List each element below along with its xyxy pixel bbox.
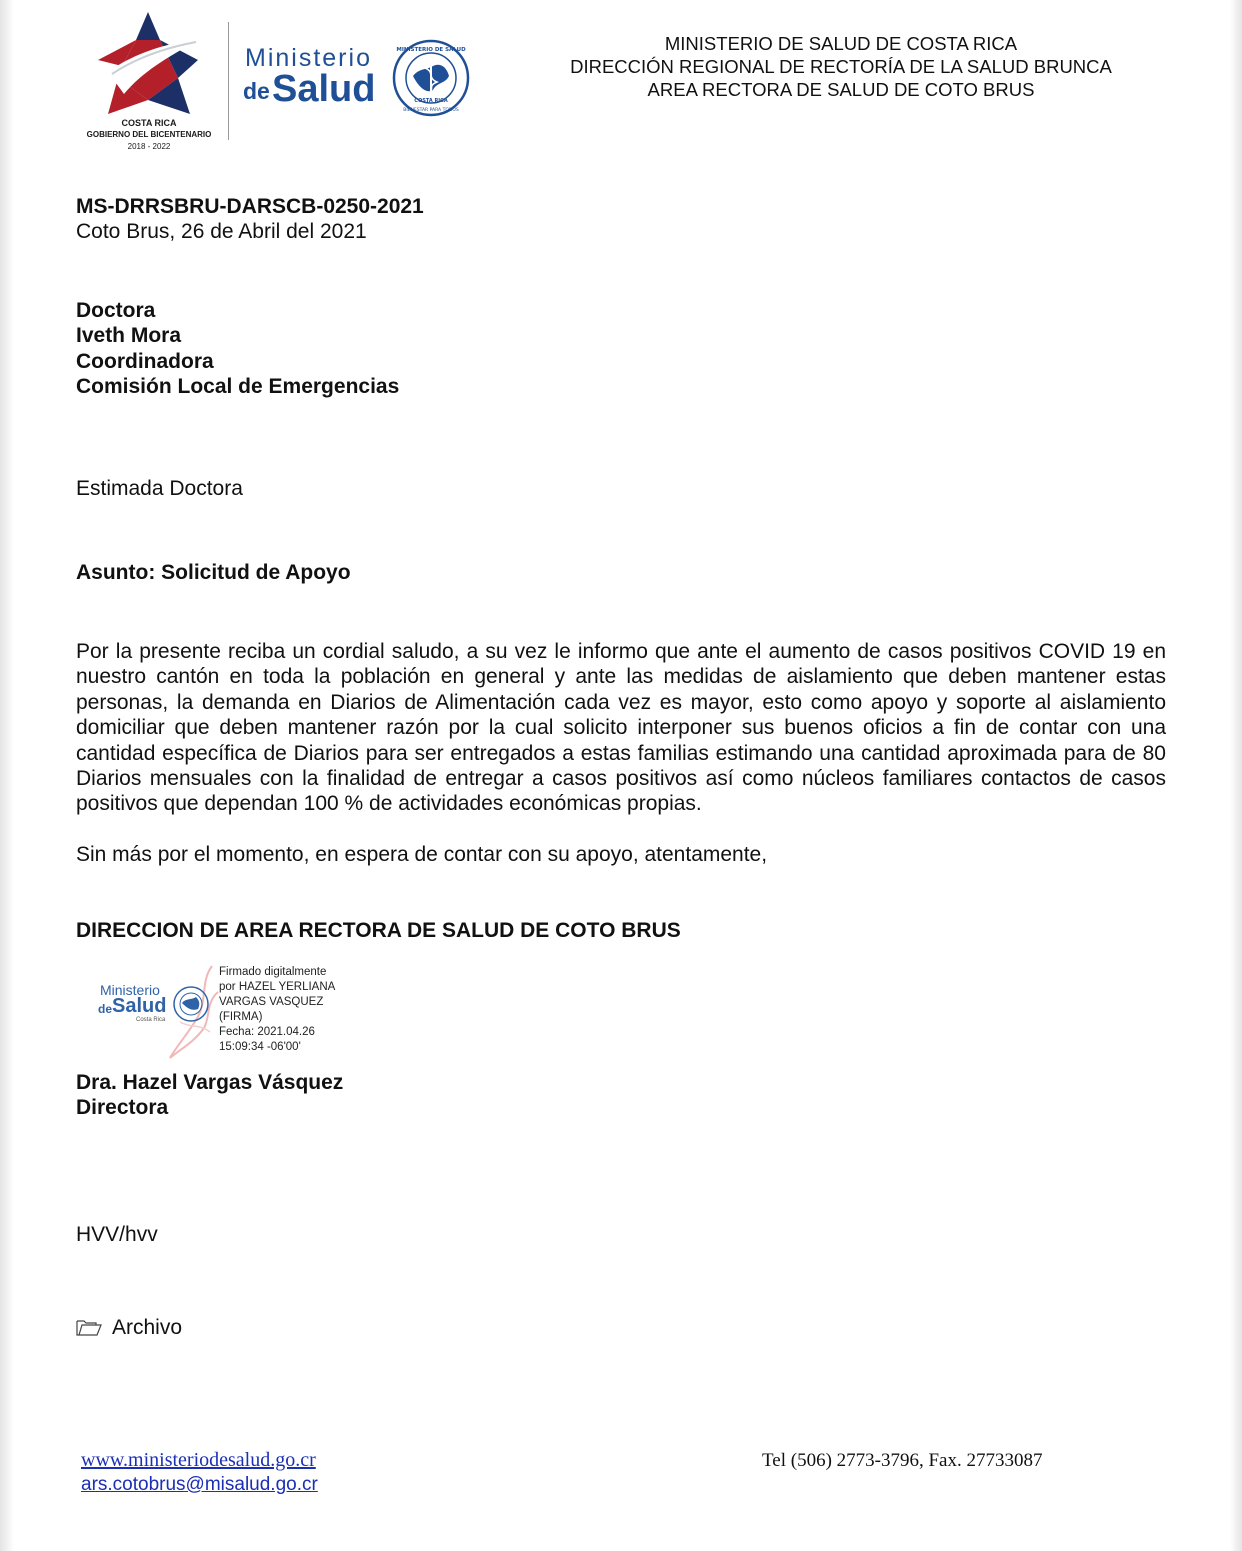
sig-line-4: (FIRMA) [219, 1011, 263, 1023]
document-reference: MS-DRRSBRU-DARSCB-0250-2021 [76, 195, 424, 218]
sig-logo-word-de: de [98, 1002, 113, 1016]
seal-bottom-text: BIENESTAR PARA TODOS [403, 108, 459, 113]
email-link[interactable]: ars.cotobrus@misalud.go.cr [81, 1474, 318, 1495]
header-line-2: DIRECCIÓN REGIONAL DE RECTORÍA DE LA SALUD BRUNCA [570, 56, 1112, 77]
subject-line: Asunto: Solicitud de Apoyo [76, 561, 351, 584]
header-line-3: AREA RECTORA DE SALUD DE COTO BRUS [647, 79, 1035, 100]
recipient-organization: Comisión Local de Emergencias [76, 375, 400, 398]
page-edge-right [1230, 0, 1242, 1551]
department-name: DIRECCION DE AREA RECTORA DE SALUD DE COTO BRUS [76, 919, 681, 942]
recipient-name: Iveth Mora [76, 324, 182, 347]
greeting: Estimada Doctora [76, 477, 243, 500]
header-line-1: MINISTERIO DE SALUD DE COSTA RICA [664, 33, 1018, 54]
gov-logo-line-2: GOBIERNO DEL BICENTENARIO [86, 130, 212, 139]
logo-word-de: de [243, 78, 270, 104]
folder-icon [76, 1317, 102, 1337]
digital-signature-text [219, 965, 335, 1055]
logo-word-salud: Salud [272, 68, 376, 110]
website-link[interactable]: www.ministeriodesalud.go.cr [81, 1449, 316, 1471]
signature-seal-icon [172, 985, 210, 1023]
sig-line-5: Fecha: 2021.04.26 [219, 1026, 315, 1038]
initials: HVV/hvv [76, 1223, 158, 1246]
sig-logo-word-ministerio: Ministerio [100, 982, 160, 998]
government-logo [78, 8, 220, 154]
closing-line: Sin más por el momento, en espera de contar con su apoyo, atentamente, [76, 843, 768, 866]
sig-line-1: Firmado digitalmente [219, 966, 327, 978]
ministerio-salud-logo [243, 40, 475, 120]
ministry-seal-icon [391, 38, 471, 118]
page-edge-left [0, 0, 14, 1551]
signer-name: Dra. Hazel Vargas Vásquez [76, 1071, 344, 1094]
seal-mid-text: COSTA RICA [414, 98, 448, 104]
sig-line-6: 15:09:34 -06'00' [219, 1041, 301, 1053]
logo-word-ministerio: Ministerio [245, 44, 372, 72]
sig-logo-word-salud: Salud [112, 995, 167, 1017]
gov-logo-line-1: COSTA RICA [121, 118, 177, 128]
sig-line-2: por HAZEL YERLIANA [219, 981, 336, 993]
archive-label: Archivo [112, 1316, 183, 1339]
recipient-role: Coordinadora [76, 350, 214, 373]
star-logo-icon [78, 8, 220, 120]
sig-line-3: VARGAS VASQUEZ [219, 996, 324, 1008]
recipient-title: Doctora [76, 299, 156, 322]
gov-logo-line-3: 2018 - 2022 [127, 142, 171, 151]
phone-fax: Tel (506) 2773-3796, Fax. 27733087 [762, 1450, 1043, 1471]
document-date: Coto Brus, 26 de Abril del 2021 [76, 220, 367, 243]
seal-top-text: MINISTERIO DE SALUD [396, 47, 466, 53]
letterhead-heading [540, 32, 1142, 101]
signer-title: Directora [76, 1096, 169, 1119]
logo-divider [228, 22, 229, 140]
sig-logo-subtext: Costa Rica [136, 1017, 166, 1023]
body-paragraph: Por la presente reciba un cordial saludo, a su vez le informo que ante el aumento de casos positivos COVID 19 en nuestro cantón en toda la población en general y ante las medidas de aislamiento que deben mantener estas personas, la demanda en Diarios de Alimentación cada vez es mayor, esto como apoyo y soporte al aislamiento domiciliar que deben mantener razón por la cual solicito interponer sus buenos oficios a fin de contar con una cantidad específica de Diarios para ser entregados a estas familias estimando una cantidad aproximada para de 80 Diarios mensuales con la finalidad de entregar a casos positivos así como núcleos familiares contactos de casos positivos que dependan 100 % de actividades económicas propias. [76, 640, 1166, 816]
